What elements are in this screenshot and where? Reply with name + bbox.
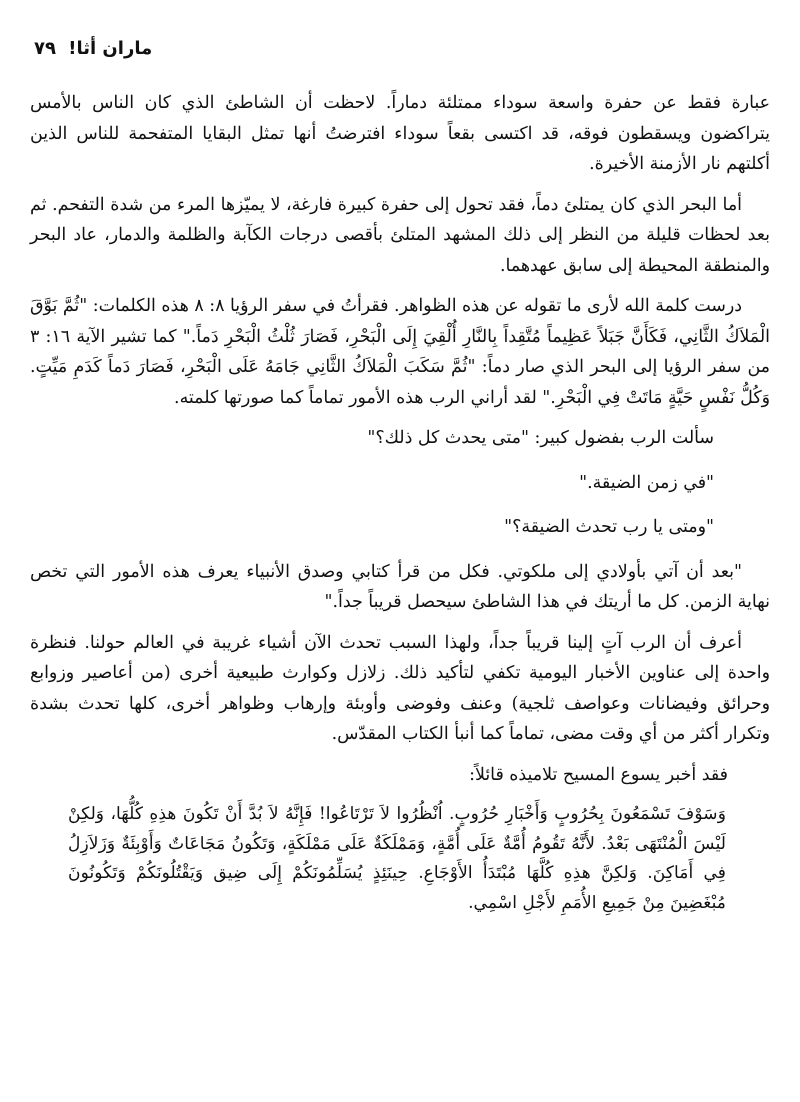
scripture-block-quote: وَسَوْفَ تَسْمَعُونَ بِحُرُوبٍ وَأَخْبَارِ حُرُوبٍ. اُنْظُرُوا لاَ تَرْتَاعُوا! فَإِنَّهُ لاَ بُدَّ أَنْ تَكُونَ هذِهِ كُلُّهَا، وَلكِنْ لَيْسَ الْمُنْتَهَى بَعْدُ. لأَنَّهُ تَقُومُ أُمَّةٌ عَلَى أُمَّةٍ، وَمَمْلَكَةٌ عَلَى مَمْلَكَةٍ، وَتَكُونُ مَجَاعَاتٌ وَأَوْبِئَةٌ وَزَلاَزِلُ فِي أَمَاكِنَ. وَلكِنَّ هذِهِ كُلَّهَا مُبْتَدَأُ الأَوْجَاعِ. حِينَئِذٍ يُسَلِّمُونَكُمْ إِلَى ضِيق وَيَقْتُلُونَكُمْ وَتَكُونُونَ مُبْغَضِينَ مِنْ جَمِيعِ الأُمَمِ لأَجْلِ اسْمِي. (68, 804, 726, 913)
quote-intro: فقد أخبر يسوع المسيح تلاميذه قائلاً: (469, 764, 728, 785)
dialogue-line-2: "في زمن الضيقة." (579, 472, 714, 493)
paragraph-1: عبارة فقط عن حفرة واسعة سوداء ممتلئة دماراً. لاحظت أن الشاطئ الذي كان الناس بالأمس يتراكضون ويسقطون فوقه، قد اكتسى بقعاً سوداء افترضتُ أنها تمثل البقايا المتفحمة للناس الذين أكلتهم نار الأزمنة الأخيرة. (30, 93, 770, 174)
dialogue-line-3: "ومتى يا رب تحدث الضيقة؟" (504, 517, 714, 537)
page-number: ٧٩ (34, 38, 56, 59)
paragraph-3: درست كلمة الله لأرى ما تقوله عن هذه الظواهر. فقرأتُ في سفر الرؤيا ٨: ٨ هذه الكلمات: "ثُمَّ بَوَّقَ الْمَلاَكُ الثَّانِي، فَكَأَنَّ جَبَلاً عَظِيماً مُتَّقِداً بِالنَّارِ أُلْقِيَ إِلَى الْبَحْرِ، فَصَارَ ثُلْثُ الْبَحْرِ دَماً." كما تشير الآية ١٦: ٣ من سفر الرؤيا إلى البحر الذي صار دماً: "ثُمَّ سَكَبَ الْمَلاَكُ الثَّانِي جَامَهُ عَلَى الْبَحْرِ، فَصَارَ دَماً كَدَمِ مَيِّتٍ. وَكُلُّ نَفْسٍ حَيَّةٍ مَاتَتْ فِي الْبَحْرِ." لقد أراني الرب هذه الأمور تماماً كما صورتها كلمته. (30, 296, 770, 408)
paragraph-4: "بعد أن آتي بأولادي إلى ملكوتي. فكل من قرأ كتابي وصدق الأنبياء يعرف هذه الأمور التي تخص نهاية الزمن. كل ما أريتك في هذا الشاطئ سيحصل قريباً جداً." (30, 561, 770, 612)
chapter-title: ماران أثا! (68, 38, 153, 59)
paragraph-2: أما البحر الذي كان يمتلئ دماً، فقد تحول إلى حفرة كبيرة فارغة، لا يميّزها المرء من شدة التفحم. ثم بعد لحظات قليلة من النظر إلى ذلك المشهد المتلئ بأقصى درجات الكآبة والظلمة والدمار، عاد البحر والمنطقة المحيطة إلى سابق عهدهما. (30, 194, 770, 276)
page-body (30, 88, 770, 918)
dialogue-line-1: سألت الرب بفضول كبير: "متى يحدث كل ذلك؟" (367, 428, 714, 448)
paragraph-5: أعرف أن الرب آتٍ إلينا قريباً جداً، ولهذا السبب تحدث الآن أشياء غريبة في العالم حولنا. فنظرة واحدة إلى عناوين الأخبار اليومية تكفي لتأكيد ذلك. زلازل وكوارث طبيعية أخرى (من أعاصير وزوابع وحرائق وفيضانات وعواصف ثلجية) وعنف وفوضى وأوبئة وإرهاب وظواهر أخرى، كلها تحدث بشدة وتكرار أكثر من أي وقت مضى، تماماً كما أنبأ الكتاب المقدّس. (30, 632, 770, 744)
running-header (34, 38, 152, 59)
